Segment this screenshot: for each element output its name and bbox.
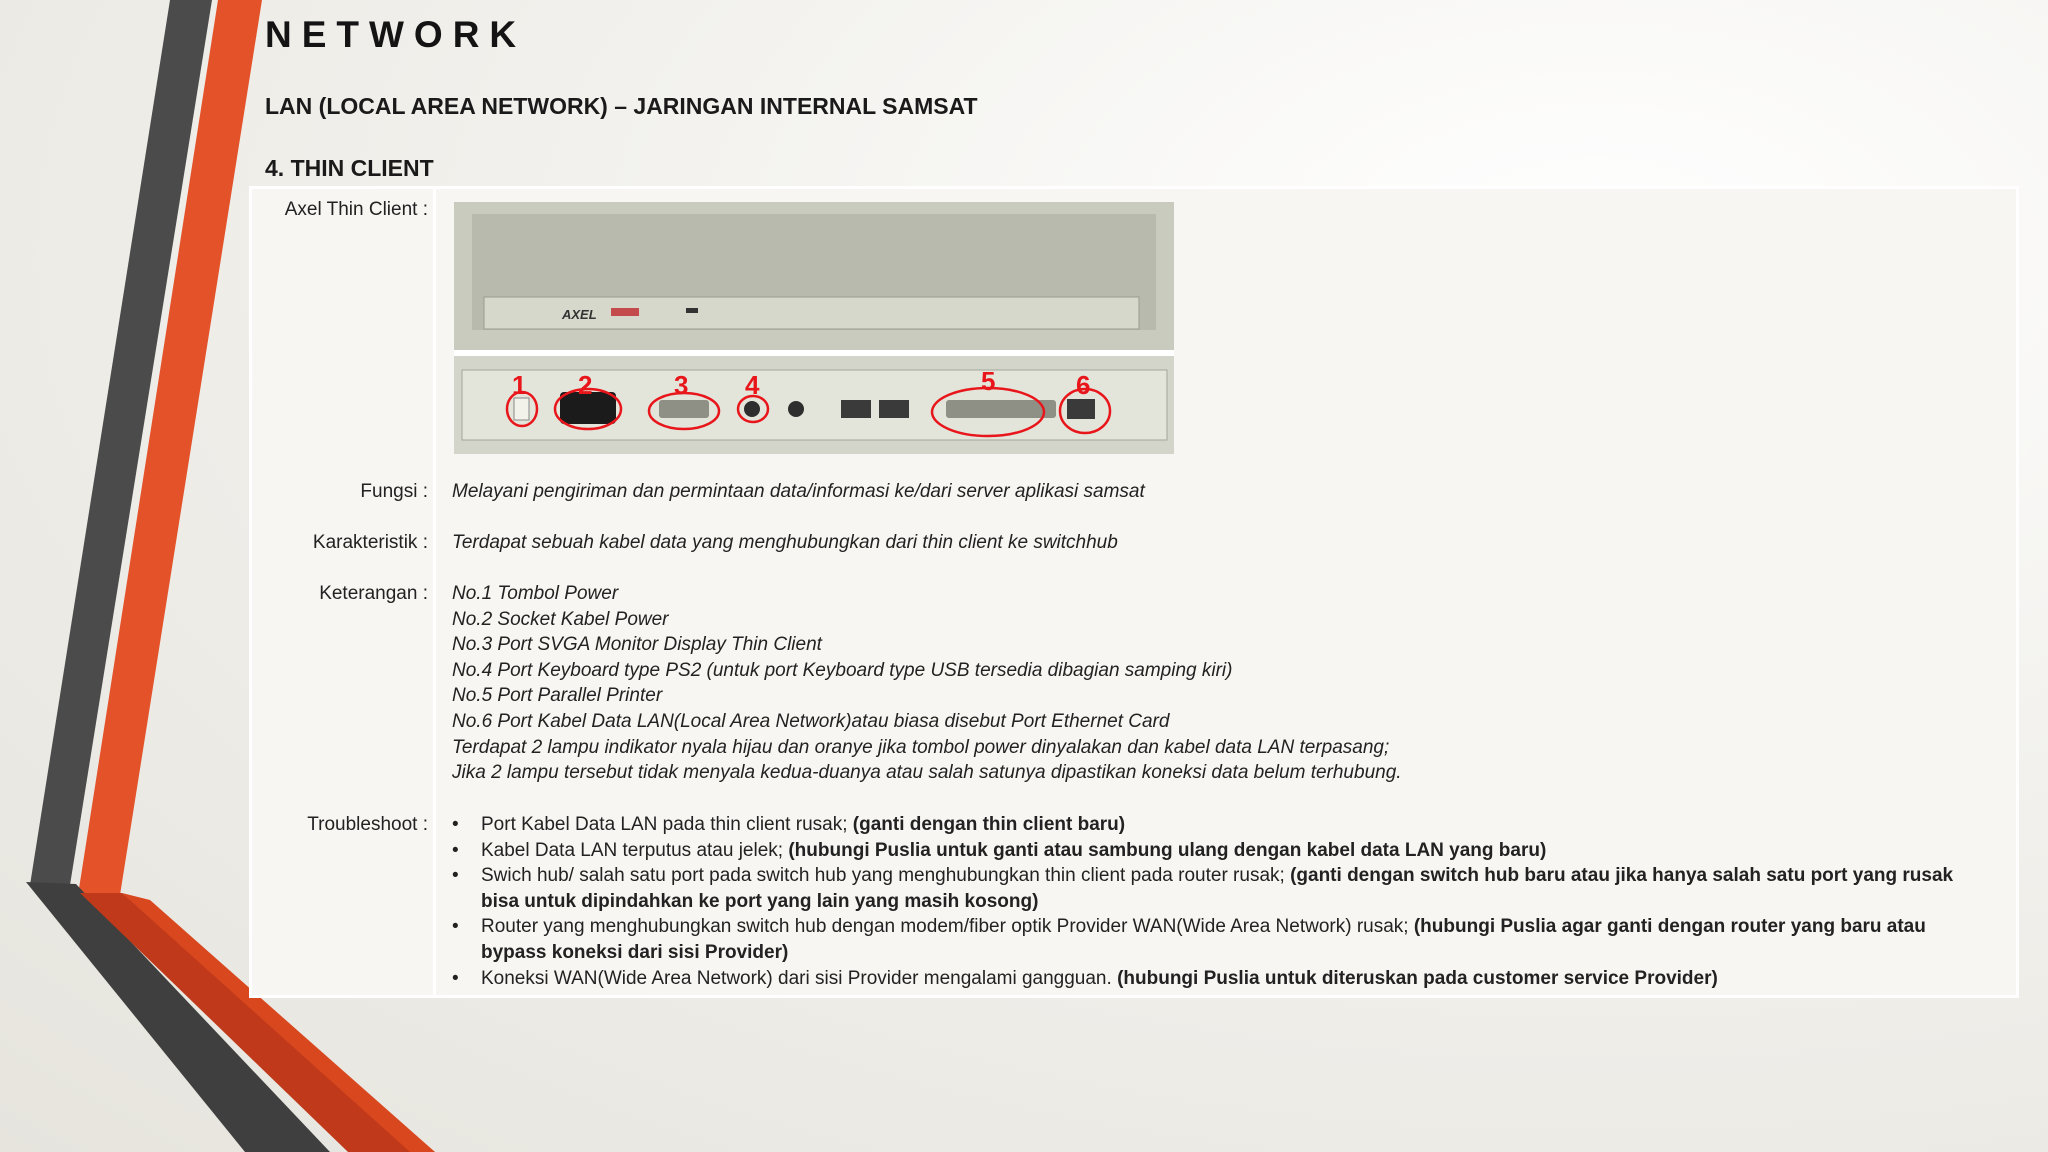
fungsi-value: Melayani pengiriman dan permintaan data/informasi ke/dari server aplikasi samsat — [452, 481, 1145, 502]
keterangan-label: Keterangan : — [319, 583, 428, 604]
keterangan-item: Jika 2 lampu tersebut tidak menyala kedua-duanya atau salah satunya dipastikan koneksi data belum terhubung. — [452, 762, 1402, 784]
troubleshoot-problem: Swich hub/ salah satu port pada switch hub yang menghubungkan thin client pada router rusak; — [481, 865, 1291, 887]
info-table — [249, 186, 2019, 998]
troubleshoot-action: (hubungi Puslia untuk diteruskan pada customer service Provider) — [1117, 967, 1718, 989]
slide-title: NETWORK — [265, 14, 527, 55]
fungsi-label: Fungsi : — [360, 481, 428, 502]
keterangan-item: Terdapat 2 lampu indikator nyala hijau dan oranye jika tombol power dinyalakan dan kabel data LAN terpasang; — [452, 736, 1390, 758]
troubleshoot-label: Troubleshoot : — [307, 814, 428, 835]
troubleshoot-action: (hubungi Puslia untuk ganti atau sambung ulang dengan kabel data LAN yang baru) — [788, 839, 1547, 861]
device-logo: AXEL — [562, 307, 597, 322]
karakteristik-value: Terdapat sebuah kabel data yang menghubungkan dari thin client ke switchhub — [452, 532, 1118, 553]
keterangan-item: No.5 Port Parallel Printer — [452, 685, 663, 707]
device-label: Axel Thin Client : — [284, 199, 428, 220]
troubleshoot-item — [452, 966, 1992, 992]
troubleshoot-item — [452, 812, 1992, 838]
troubleshoot-item — [452, 914, 1992, 965]
troubleshoot-action: (hubungi Puslia agar ganti dengan router yang baru atau bypass koneksi dari sisi Provider) — [481, 916, 1926, 963]
keterangan-item: No.2 Socket Kabel Power — [452, 608, 669, 630]
marker-3: 3 — [674, 370, 689, 400]
thin-client-photo — [454, 202, 1174, 454]
keterangan-item: No.1 Tombol Power — [452, 583, 619, 604]
troubleshoot-problem: Router yang menghubungkan switch hub dengan modem/fiber optik Provider WAN(Wide Area Network) rusak; — [481, 916, 1414, 938]
keterangan-item: No.3 Port SVGA Monitor Display Thin Client — [452, 634, 822, 656]
karakteristik-label: Karakteristik : — [312, 532, 428, 553]
marker-6: 6 — [1076, 370, 1091, 400]
keterangan-list — [452, 581, 1402, 786]
troubleshoot-problem: Koneksi WAN(Wide Area Network) dari sisi Provider mengalami gangguan. — [481, 967, 1118, 989]
troubleshoot-problem: Port Kabel Data LAN pada thin client rusak; — [481, 814, 853, 835]
marker-2: 2 — [578, 370, 593, 400]
column-divider — [433, 189, 436, 995]
troubleshoot-item — [452, 838, 1992, 864]
marker-5: 5 — [981, 366, 996, 396]
troubleshoot-list — [452, 812, 1992, 991]
troubleshoot-action: (ganti dengan switch hub baru atau jika hanya salah satu port yang rusak bisa untuk dipindahkan ke port yang lain yang masih kosong) — [481, 865, 1954, 912]
keterangan-item: No.6 Port Kabel Data LAN(Local Area Network)atau biasa disebut Port Ethernet Card — [452, 710, 1170, 732]
troubleshoot-problem: Kabel Data LAN terputus atau jelek; — [481, 839, 789, 861]
keterangan-item: No.4 Port Keyboard type PS2 (untuk port Keyboard type USB tersedia dibagian samping kiri) — [452, 659, 1233, 681]
troubleshoot-item — [452, 863, 1992, 914]
slide-subtitle: LAN (LOCAL AREA NETWORK) – JARINGAN INTERNAL SAMSAT — [265, 93, 978, 119]
marker-4: 4 — [745, 370, 760, 400]
troubleshoot-action: (ganti dengan thin client baru) — [852, 814, 1126, 835]
marker-1: 1 — [512, 370, 527, 400]
section-heading: 4. THIN CLIENT — [265, 155, 434, 181]
